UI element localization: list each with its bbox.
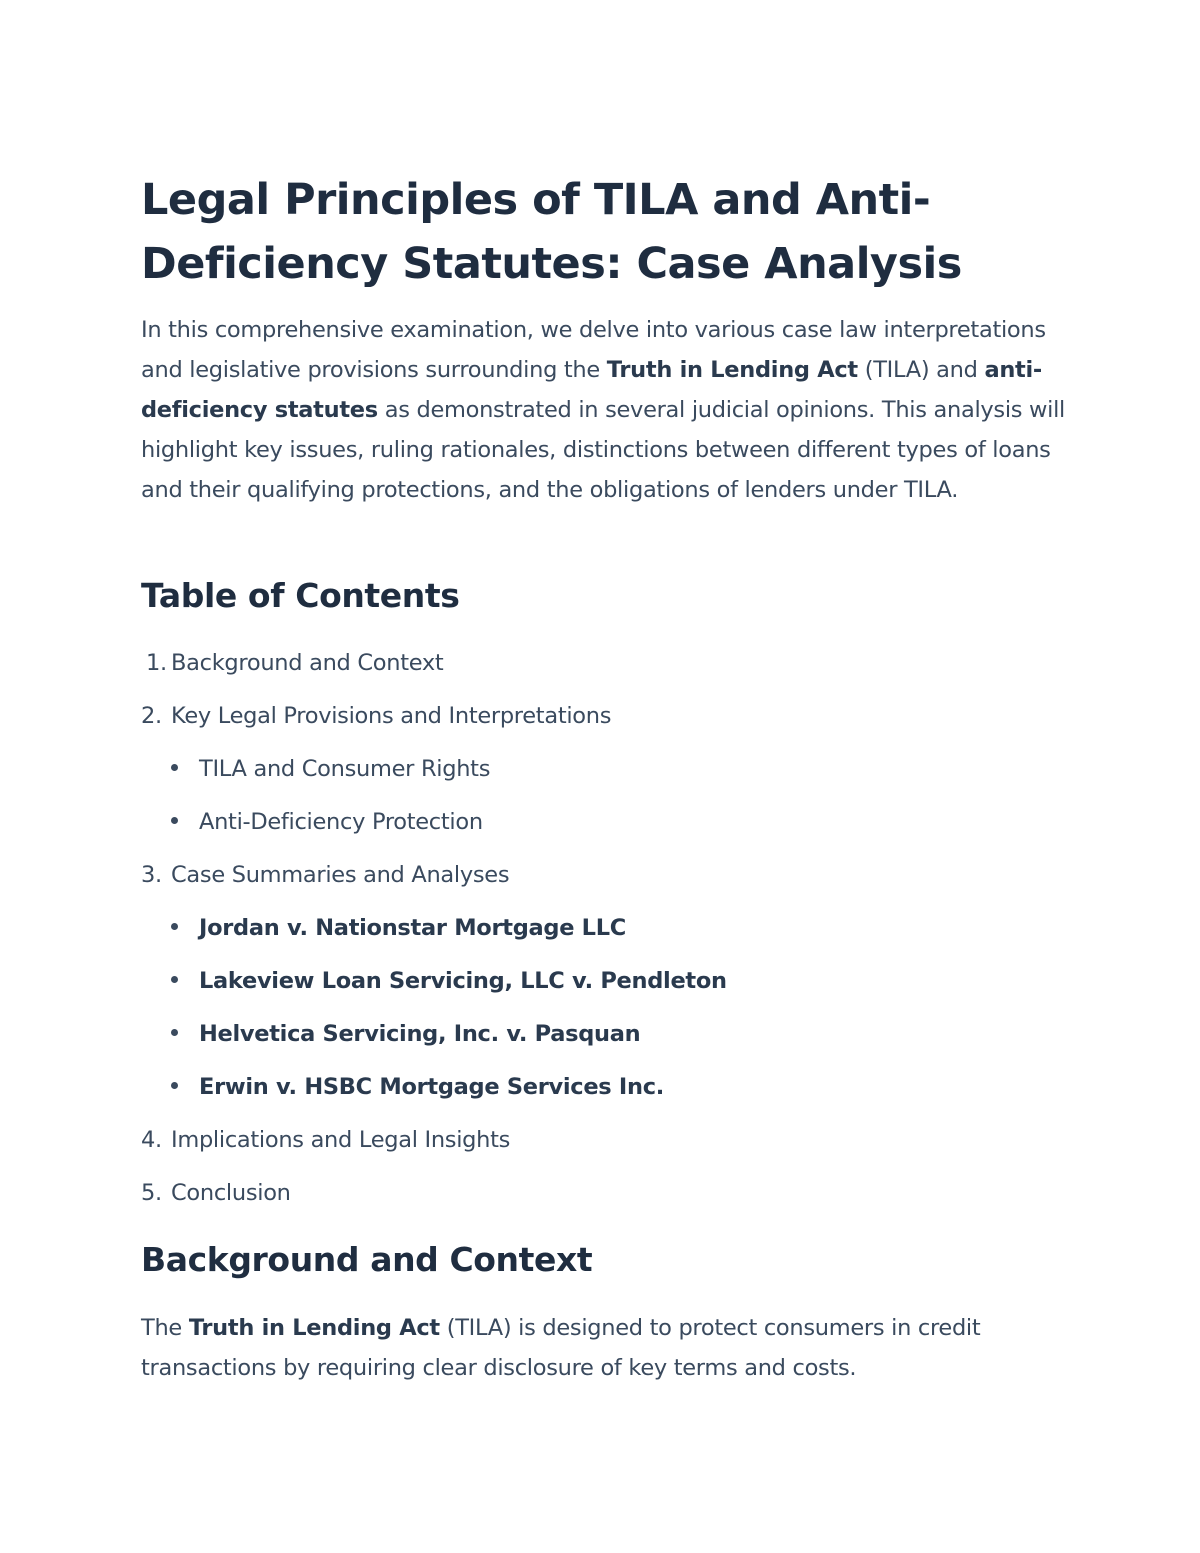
- background-text: The: [141, 1315, 189, 1341]
- toc-item[interactable]: [141, 853, 1066, 906]
- toc-subitem-label: TILA and Consumer Rights: [199, 756, 491, 782]
- toc-subitem[interactable]: [141, 959, 1066, 1012]
- toc-subitem[interactable]: [141, 800, 1066, 853]
- toc-item[interactable]: [141, 641, 1066, 694]
- toc-subitem-label: Lakeview Loan Servicing, LLC v. Pendleton: [199, 968, 727, 994]
- toc-item-number: 4.: [141, 1127, 162, 1153]
- toc-subitem-label: Helvetica Servicing, Inc. v. Pasquan: [199, 1021, 641, 1047]
- document-title: Legal Principles of TILA and Anti-Deficiency Statutes: Case Analysis: [141, 175, 962, 289]
- intro-paragraph: [141, 310, 1066, 510]
- background-bold-tila: Truth in Lending Act: [188, 1315, 440, 1341]
- toc-item[interactable]: [141, 1118, 1066, 1171]
- toc-item[interactable]: [141, 694, 1066, 747]
- toc-item[interactable]: [141, 1171, 1066, 1224]
- intro-bold-tila: Truth in Lending Act: [606, 357, 858, 383]
- intro-text: (TILA) and: [857, 357, 985, 383]
- toc-subitem[interactable]: [141, 747, 1066, 800]
- toc-item-label: Background and Context: [171, 650, 444, 676]
- background-text: (TILA) is designed to protect consumers in credit transactions by requiring clear disclosure of key terms and costs.: [141, 1315, 981, 1381]
- toc-heading: Table of Contents: [141, 576, 460, 615]
- toc-subitem-label: Jordan v. Nationstar Mortgage LLC: [199, 915, 626, 941]
- toc-subitem-label: Erwin v. HSBC Mortgage Services Inc.: [199, 1074, 664, 1100]
- toc-subitem[interactable]: [141, 906, 1066, 959]
- intro-text: In this comprehensive examination, we delve into various case law interpretations and legislative provisions surrounding the: [141, 317, 1046, 383]
- table-of-contents: [141, 641, 1066, 1224]
- toc-subitem[interactable]: [141, 1012, 1066, 1065]
- toc-subitem-label: Anti-Deficiency Protection: [199, 809, 483, 835]
- toc-item-label: Case Summaries and Analyses: [171, 862, 510, 888]
- background-heading: Background and Context: [141, 1240, 593, 1279]
- intro-text: as demonstrated in several judicial opinions. This analysis will highlight key issues, ruling rationales, distinctions between different types of loans and their qualifying protections, and the obligations of lenders under TILA.: [141, 397, 1066, 503]
- toc-item-label: Conclusion: [171, 1180, 291, 1206]
- toc-item-number: 3.: [141, 862, 162, 888]
- toc-subitem[interactable]: [141, 1065, 1066, 1118]
- background-paragraph: [141, 1308, 1066, 1388]
- toc-item-number: 2.: [141, 703, 162, 729]
- intro-bold-anti-deficiency: anti-deficiency statutes: [141, 357, 1042, 423]
- toc-item-label: Key Legal Provisions and Interpretations: [171, 703, 612, 729]
- toc-item-label: Implications and Legal Insights: [171, 1127, 511, 1153]
- toc-item-number: 5.: [141, 1180, 162, 1206]
- toc-item-number: 1.: [146, 650, 167, 676]
